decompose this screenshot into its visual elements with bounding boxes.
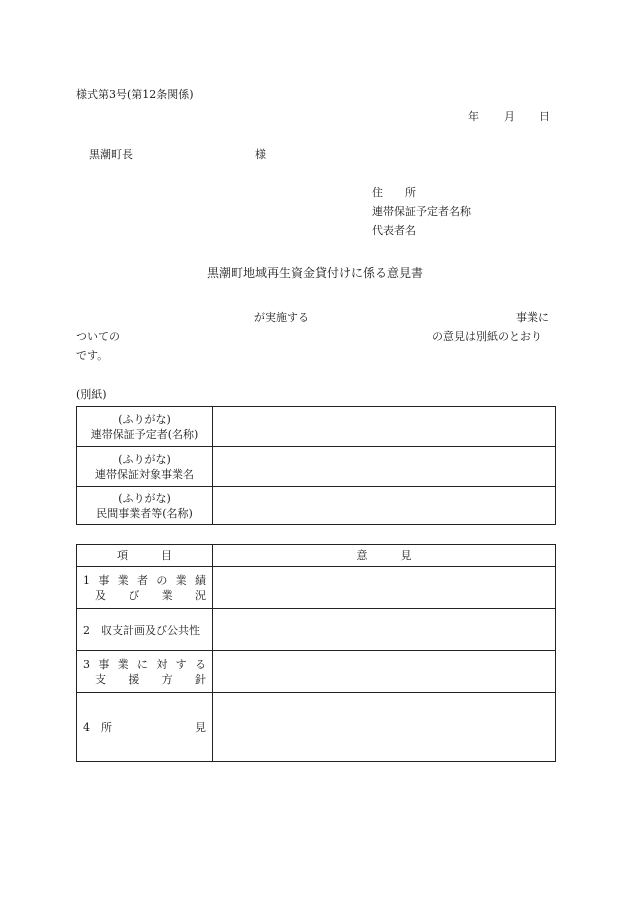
item-1-char: 業 (117, 574, 129, 587)
guarantor-name-field[interactable] (213, 407, 555, 446)
item-1-char: 況 (194, 589, 206, 602)
item-1-char: 績 (194, 574, 206, 587)
info-label-cell (77, 407, 213, 446)
info-row (77, 407, 555, 446)
opinion-1-field[interactable] (213, 567, 555, 608)
opinion-header-row (77, 545, 555, 566)
date-year: 年 (468, 110, 479, 123)
opinion-4-field[interactable] (213, 693, 555, 761)
item-3-char: 援 (128, 673, 140, 686)
info-row (77, 486, 555, 524)
info-table (76, 406, 556, 525)
furigana-label: (ふりがな) (118, 452, 171, 466)
item-header-cell (77, 545, 213, 566)
guaranteed-project-label: 連帯保証対象事業名 (95, 467, 194, 481)
document-title: 黒潮町地域再生資金貸付けに係る意見書 (206, 266, 423, 280)
item-4-label-end: 見 (195, 721, 206, 734)
furigana-label: (ふりがな) (118, 412, 171, 426)
info-row (77, 446, 555, 486)
item-3-char: 方 (161, 673, 173, 686)
appendix-label: (別紙) (76, 388, 107, 401)
address-label: 住 所 (372, 186, 416, 199)
addressee-name: 黒潮町長 (89, 148, 133, 161)
body-line3: です。 (76, 349, 109, 362)
item-2-label: 2 収支計画及び公共性 (83, 624, 200, 637)
date-day: 日 (539, 110, 550, 123)
opinion-2-field[interactable] (213, 609, 555, 650)
opinion-row (77, 650, 555, 692)
item-1-char: 業 (161, 589, 173, 602)
item-1-char: 事 (98, 574, 110, 587)
item-1-char: 者 (136, 574, 148, 587)
addressee-honorific: 様 (255, 148, 266, 161)
item-1-line1 (83, 573, 206, 588)
opinion-item-cell (77, 693, 213, 761)
item-header: 項 目 (117, 549, 172, 562)
item-1-char: び (128, 589, 140, 602)
item-4-label: 4 所 (83, 721, 112, 734)
item-3-char: 3 (83, 658, 90, 671)
opinion-header: 意 見 (356, 549, 412, 562)
guaranteed-project-field[interactable] (213, 447, 555, 486)
item-3-char: に (136, 658, 148, 671)
date-month: 月 (504, 110, 515, 123)
item-3-line2 (83, 672, 206, 687)
item-3-char: 対 (156, 658, 168, 671)
form-label: 様式第3号(第12条関係) (76, 88, 194, 101)
furigana-label: (ふりがな) (118, 491, 171, 505)
item-1-char: 1 (83, 574, 90, 587)
item-3-char: 針 (194, 673, 206, 686)
opinion-item-cell (77, 609, 213, 650)
item-3-char: す (175, 658, 187, 671)
item-1-char: 及 (95, 589, 106, 602)
opinion-row (77, 692, 555, 761)
body-line1-mid: が実施する (254, 311, 309, 324)
private-operator-label: 民間事業者等(名称) (96, 506, 193, 520)
body-line1-end: 事業に (516, 311, 549, 324)
info-label-cell (77, 487, 213, 524)
private-operator-field[interactable] (213, 487, 555, 524)
info-label-cell (77, 447, 213, 486)
opinion-table (76, 544, 556, 762)
opinion-row (77, 608, 555, 650)
item-1-char: 業 (175, 574, 187, 587)
item-3-char: る (194, 658, 206, 671)
body-line2-end: の意見は別紙のとおり (432, 330, 542, 343)
item-3-char: 業 (117, 658, 129, 671)
guarantor-name-label: 連帯保証予定者(名称) (90, 427, 199, 441)
opinion-item-cell (77, 567, 213, 608)
item-1-char: の (156, 574, 168, 587)
opinion-row (77, 566, 555, 608)
item-3-char: 支 (95, 673, 106, 686)
opinion-3-field[interactable] (213, 651, 555, 692)
opinion-item-cell (77, 651, 213, 692)
item-3-line1 (83, 657, 206, 672)
opinion-header-cell (213, 545, 555, 566)
company-label: 連帯保証予定者名称 (372, 205, 471, 218)
body-line2-start: ついての (76, 330, 120, 343)
representative-label: 代表者名 (372, 224, 416, 237)
item-1-line2 (83, 588, 206, 603)
item-3-char: 事 (98, 658, 110, 671)
